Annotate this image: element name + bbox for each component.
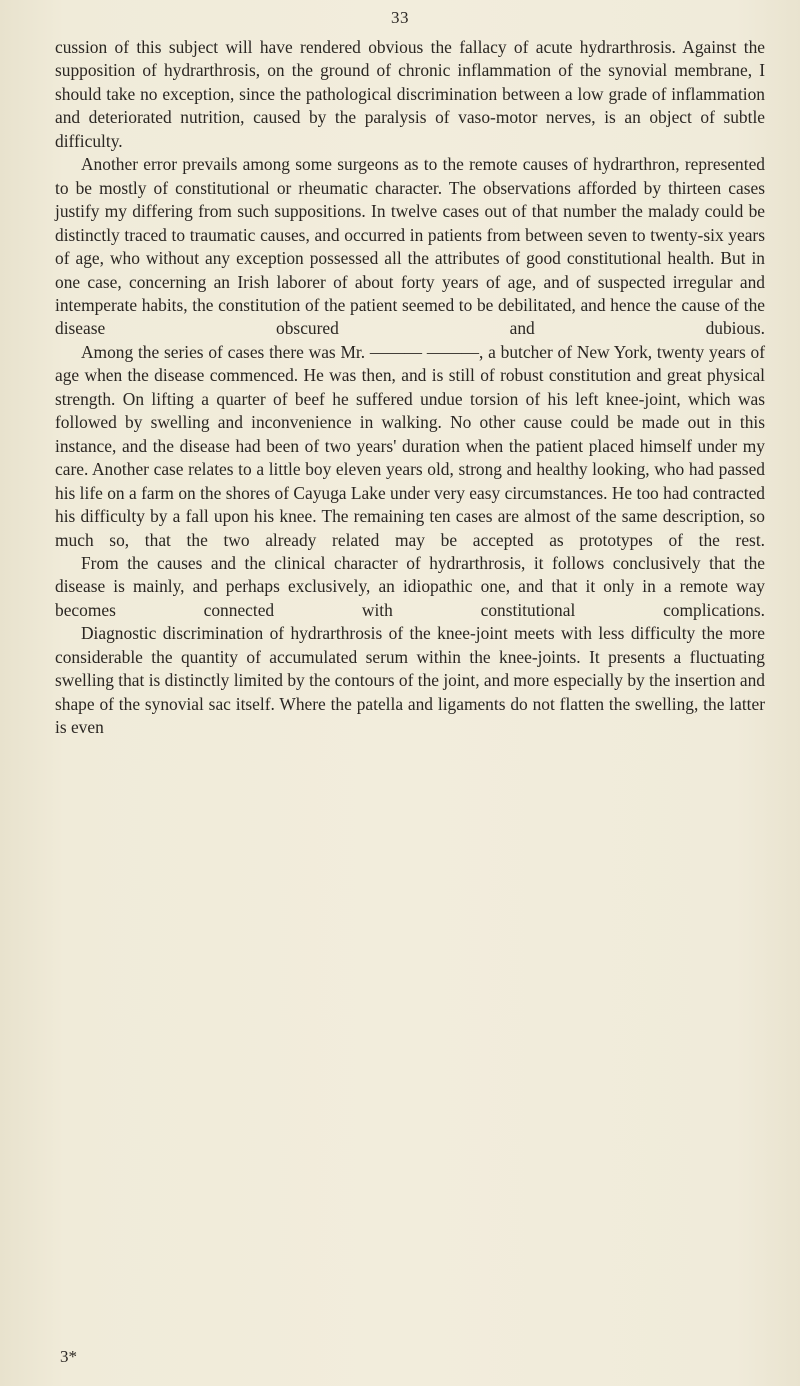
- paragraph-diagnostic: Diagnostic discrimination of hydrarthrosis of the knee-joint meets with less difficulty the more considerable the quantity of accumulated serum within the knee-joints. It presents a fluctuating swelling that is distinctly limited by the contours of the joint, and more especially by the insertion and shape of the synovial sac itself. Where the patella and ligaments do not flatten the swelling, the latter is even: [55, 623, 765, 738]
- paragraph-continuation: cussion of this subject will have rendered obvious the fallacy of acute hydrarthrosis. Against the supposition of hydrarthrosis, on the ground of chronic inflammation of the synovial membrane, I should take no exception, since the pathological discrimination between a low grade of inflammation and deteriorated nutrition, caused by the paralysis of vaso-motor nerves, is an object of subtle difficulty.: [55, 37, 765, 151]
- paragraph-conclusion: From the causes and the clinical character of hydrarthrosis, it follows conclusively that the disease is mainly, and perhaps exclusively, an idiopathic one, and that it only in a remote way becomes connected with constitutional complications.: [55, 552, 765, 620]
- paragraph-case-series: Among the series of cases there was Mr. ——— ———, a butcher of New York, twenty years of age when the disease commenced. He was then, and is still of robust constitution and great physical strength. On lifting a quarter of beef he suffered undue torsion of his left knee-joint, which was followed by swelling and inconvenience in walking. No other cause could be made out in this instance, and the disease had been of two years' duration when the patient placed himself under my care. Another case relates to a little boy eleven years old, strong and healthy looking, who had passed his life on a farm on the shores of Cayuga Lake under very easy circumstances. He too had contracted his difficulty by a fall upon his knee. The remaining ten cases are almost of the same description, so much so, that the two already related may be accepted as prototypes of the rest.: [55, 341, 765, 550]
- signature-mark: 3*: [60, 1347, 77, 1366]
- page-number: 33: [391, 8, 409, 27]
- body-text: [55, 36, 765, 740]
- paragraph-remote-causes: Another error prevails among some surgeons as to the remote causes of hydrarthron, represented to be mostly of constitutional or rheumatic character. The observations afforded by thirteen cases justify my differing from such suppositions. In twelve cases out of that number the malady could be distinctly traced to traumatic causes, and occurred in patients from between seven to twenty-six years of age, who without any exception possessed all the attributes of good constitutional health. But in one case, concerning an Irish laborer of about forty years of age, and of suspected irregular and intemperate habits, the constitution of the patient seemed to be debilitated, and hence the cause of the disease obscured and dubious.: [55, 154, 765, 339]
